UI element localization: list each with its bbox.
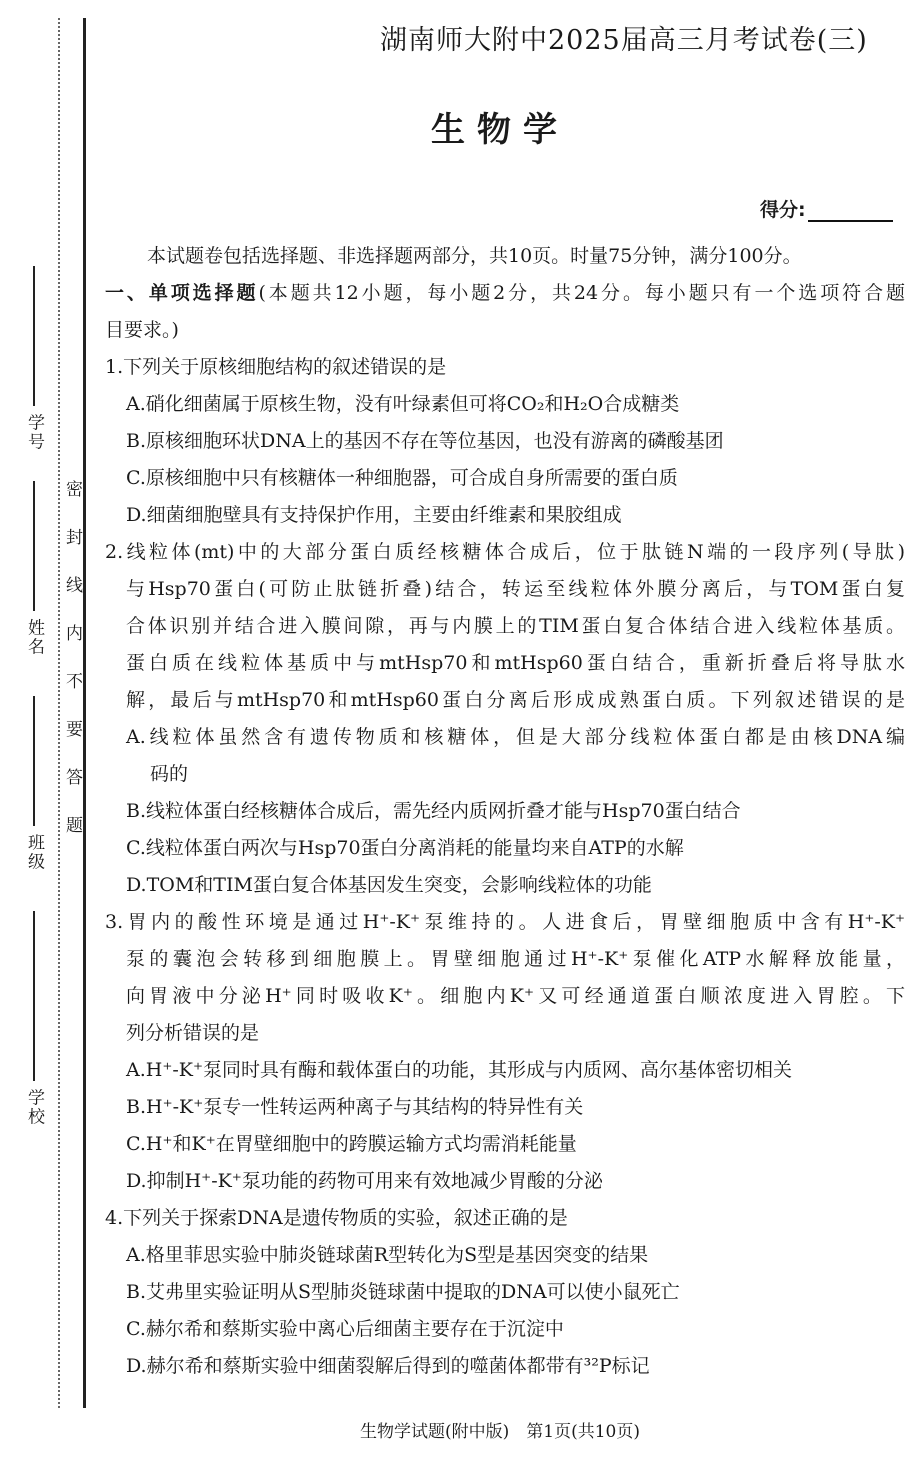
score-label: 得分: (760, 199, 806, 221)
name-field (22, 475, 47, 656)
subject-title: 生物学 (431, 110, 569, 150)
section-note: (本题共12小题，每小题2分，共24分。每小题只有一个选项符合题 (258, 282, 905, 304)
q3-stem-3: 向胃液中分泌H⁺同时吸收K⁺。细胞内K⁺又可经通道蛋白顺浓度进入胃腔。下 (126, 985, 905, 1007)
intro-text: 本试题卷包括选择题、非选择题两部分，共10页。时量75分钟，满分100分。 (147, 245, 802, 267)
q1-option-a: A.硝化细菌属于原核生物，没有叶绿素但可将CO₂和H₂O合成糖类 (126, 393, 680, 415)
student-no-label: 学号 (24, 413, 44, 452)
section-heading-line (105, 275, 905, 312)
q3-option-c: C.H⁺和K⁺在胃壁细胞中的跨膜运输方式均需消耗能量 (126, 1133, 577, 1155)
q2-stem-2: 与Hsp70蛋白(可防止肽链折叠)结合，转运至线粒体外膜分离后，与TOM蛋白复 (126, 578, 905, 600)
q4-stem: 4.下列关于探索DNA是遗传物质的实验，叙述正确的是 (105, 1207, 568, 1229)
seal-line-text: 密封线内不要答题 (62, 480, 82, 864)
name-label: 姓名 (24, 618, 44, 657)
class-field (22, 690, 47, 871)
q4-option-c: C.赫尔希和蔡斯实验中离心后细菌主要存在于沉淀中 (126, 1318, 564, 1340)
school-field (22, 905, 47, 1126)
q1-stem: 1.下列关于原核细胞结构的叙述错误的是 (105, 356, 447, 378)
q3-stem-1: 3.胃内的酸性环境是通过H⁺-K⁺泵维持的。人进食后，胃壁细胞质中含有H⁺-K⁺ (105, 911, 905, 933)
section-heading: 一、单项选择题 (105, 282, 259, 304)
q3-stem-4: 列分析错误的是 (126, 1022, 260, 1044)
name-blank (33, 481, 35, 611)
school-blank (33, 911, 35, 1081)
q2-option-a: A.线粒体虽然含有遗传物质和核糖体，但是大部分线粒体蛋白都是由核DNA编 (126, 726, 905, 748)
q4-option-a: A.格里菲思实验中肺炎链球菌R型转化为S型是基因突变的结果 (126, 1244, 649, 1266)
q2-stem-5: 解，最后与mtHsp70和mtHsp60蛋白分离后形成成熟蛋白质。下列叙述错误的是 (126, 689, 905, 711)
q3-option-a: A.H⁺-K⁺泵同时具有酶和载体蛋白的功能，其形成与内质网、高尔基体密切相关 (126, 1059, 793, 1081)
exam-content (105, 238, 905, 1385)
q2-option-a-cont: 码的 (150, 763, 189, 785)
q4-option-d: D.赫尔希和蔡斯实验中细菌裂解后得到的噬菌体都带有³²P标记 (126, 1355, 650, 1377)
page-footer: 生物学试题(附中版) 第1页(共10页) (360, 1422, 640, 1442)
q2-option-c: C.线粒体蛋白两次与Hsp70蛋白分离消耗的能量均来自ATP的水解 (126, 837, 684, 859)
exam-title: 湖南师大附中2025届高三月考试卷(三) (380, 25, 868, 56)
q2-stem-4: 蛋白质在线粒体基质中与mtHsp70和mtHsp60蛋白结合，重新折叠后将导肽水 (126, 652, 905, 674)
q3-stem-2: 泵的囊泡会转移到细胞膜上。胃壁细胞通过H⁺-K⁺泵催化ATP水解释放能量， (126, 948, 905, 970)
q1-option-d: D.细菌细胞壁具有支持保护作用，主要由纤维素和果胶组成 (126, 504, 622, 526)
score-blank (808, 200, 893, 222)
section-note-cont: 目要求。) (105, 319, 179, 341)
q2-option-b: B.线粒体蛋白经核糖体合成后，需先经内质网折叠才能与Hsp70蛋白结合 (126, 800, 741, 822)
q3-option-d: D.抑制H⁺-K⁺泵功能的药物可用来有效地减少胃酸的分泌 (126, 1170, 603, 1192)
student-no-field (22, 260, 47, 451)
q2-option-d: D.TOM和TIM蛋白复合体基因发生突变，会影响线粒体的功能 (126, 874, 652, 896)
q2-stem-1: 2.线粒体(mt)中的大部分蛋白质经核糖体合成后，位于肽链N端的一段序列(导肽) (105, 541, 905, 563)
q2-stem-3: 合体识别并结合进入膜间隙，再与内膜上的TIM蛋白复合体结合进入线粒体基质。 (126, 615, 905, 637)
q3-option-b: B.H⁺-K⁺泵专一性转运两种离子与其结构的特异性有关 (126, 1096, 584, 1118)
class-blank (33, 696, 35, 826)
class-label: 班级 (24, 833, 44, 872)
q1-option-c: C.原核细胞中只有核糖体一种细胞器，可合成自身所需要的蛋白质 (126, 467, 678, 489)
student-no-blank (33, 266, 35, 406)
score-field (760, 195, 893, 222)
school-label: 学校 (24, 1088, 44, 1127)
q4-option-b: B.艾弗里实验证明从S型肺炎链球菌中提取的DNA可以使小鼠死亡 (126, 1281, 680, 1303)
q1-option-b: B.原核细胞环状DNA上的基因不存在等位基因，也没有游离的磷酸基团 (126, 430, 724, 452)
